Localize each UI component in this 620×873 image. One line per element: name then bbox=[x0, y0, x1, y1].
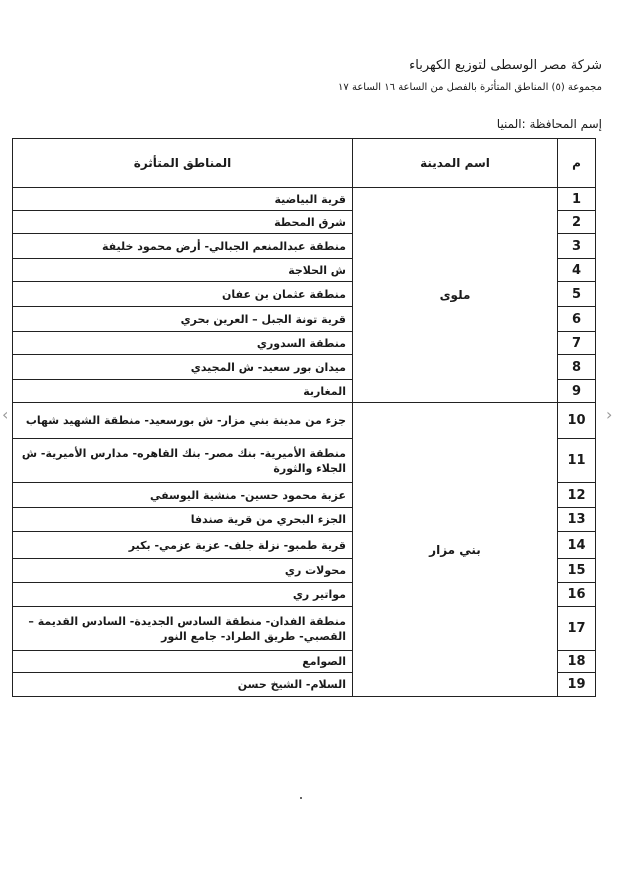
row-number: 14 bbox=[558, 532, 596, 559]
area-name: منطقة عثمان بن عفان bbox=[13, 282, 353, 307]
governorate-label: إسم المحافظة :المنيا bbox=[496, 117, 602, 131]
area-name: المغاربة bbox=[13, 380, 353, 403]
row-number: 11 bbox=[558, 439, 596, 483]
row-number: 15 bbox=[558, 559, 596, 583]
area-name: قرية تونة الجبل – العرين بحري bbox=[13, 307, 353, 332]
area-name: قرية طمبو- نزلة جلف- عزبة عزمي- بكير bbox=[13, 532, 353, 559]
next-arrow-icon[interactable]: › bbox=[606, 405, 613, 424]
speck bbox=[300, 797, 302, 799]
area-name: شرق المحطة bbox=[13, 211, 353, 234]
area-name: ميدان بور سعيد- ش المجيدي bbox=[13, 355, 353, 380]
area-name: منطقة عبدالمنعم الجبالي- أرض محمود خليفة bbox=[13, 234, 353, 259]
row-number: 18 bbox=[558, 651, 596, 673]
prev-arrow-icon[interactable]: ‹ bbox=[2, 405, 9, 424]
header-num: م bbox=[558, 139, 596, 188]
row-number: 8 bbox=[558, 355, 596, 380]
area-name: منطقة السدوري bbox=[13, 332, 353, 355]
area-name: منطقة الفدان- منطقة السادس الجديدة- السادس القديمة – القصبي- طريق الطراد- جامع النور bbox=[13, 607, 353, 651]
row-number: 17 bbox=[558, 607, 596, 651]
row-number: 7 bbox=[558, 332, 596, 355]
group-schedule-line: مجموعة (٥) المناطق المتأثرة بالفصل من الساعة ١٦ الساعة ١٧ bbox=[338, 82, 602, 93]
area-name: ش الحلاجة bbox=[13, 259, 353, 282]
table-body bbox=[13, 188, 596, 697]
row-number: 2 bbox=[558, 211, 596, 234]
area-name: الصوامع bbox=[13, 651, 353, 673]
area-name: قرية البياضية bbox=[13, 188, 353, 211]
row-number: 3 bbox=[558, 234, 596, 259]
row-number: 9 bbox=[558, 380, 596, 403]
row-number: 16 bbox=[558, 583, 596, 607]
area-name: منطقة الأميرية- بنك مصر- بنك القاهره- مدارس الأميرية- ش الجلاء والثورة bbox=[13, 439, 353, 483]
area-name: الجزء البحري من قرية صندفا bbox=[13, 508, 353, 532]
table-header-row bbox=[13, 139, 596, 188]
affected-areas-table bbox=[12, 138, 596, 697]
area-name: مواتير ري bbox=[13, 583, 353, 607]
header-city: اسم المدينة bbox=[353, 139, 558, 188]
city-name: بني مزار bbox=[353, 403, 558, 697]
table-row bbox=[13, 188, 596, 211]
area-name: جزء من مدينة بني مزار- ش بورسعيد- منطقة الشهيد شهاب bbox=[13, 403, 353, 439]
area-name: محولات ري bbox=[13, 559, 353, 583]
table-row bbox=[13, 403, 596, 439]
row-number: 1 bbox=[558, 188, 596, 211]
header-areas: المناطق المتأثرة bbox=[13, 139, 353, 188]
row-number: 12 bbox=[558, 483, 596, 508]
row-number: 13 bbox=[558, 508, 596, 532]
row-number: 4 bbox=[558, 259, 596, 282]
row-number: 19 bbox=[558, 673, 596, 697]
city-name: ملوى bbox=[353, 188, 558, 403]
row-number: 5 bbox=[558, 282, 596, 307]
area-name: السلام- الشيخ حسن bbox=[13, 673, 353, 697]
area-name: عزبة محمود حسين- منشية اليوسفي bbox=[13, 483, 353, 508]
row-number: 10 bbox=[558, 403, 596, 439]
row-number: 6 bbox=[558, 307, 596, 332]
company-name: شركة مصر الوسطى لتوزيع الكهرباء bbox=[409, 58, 602, 73]
